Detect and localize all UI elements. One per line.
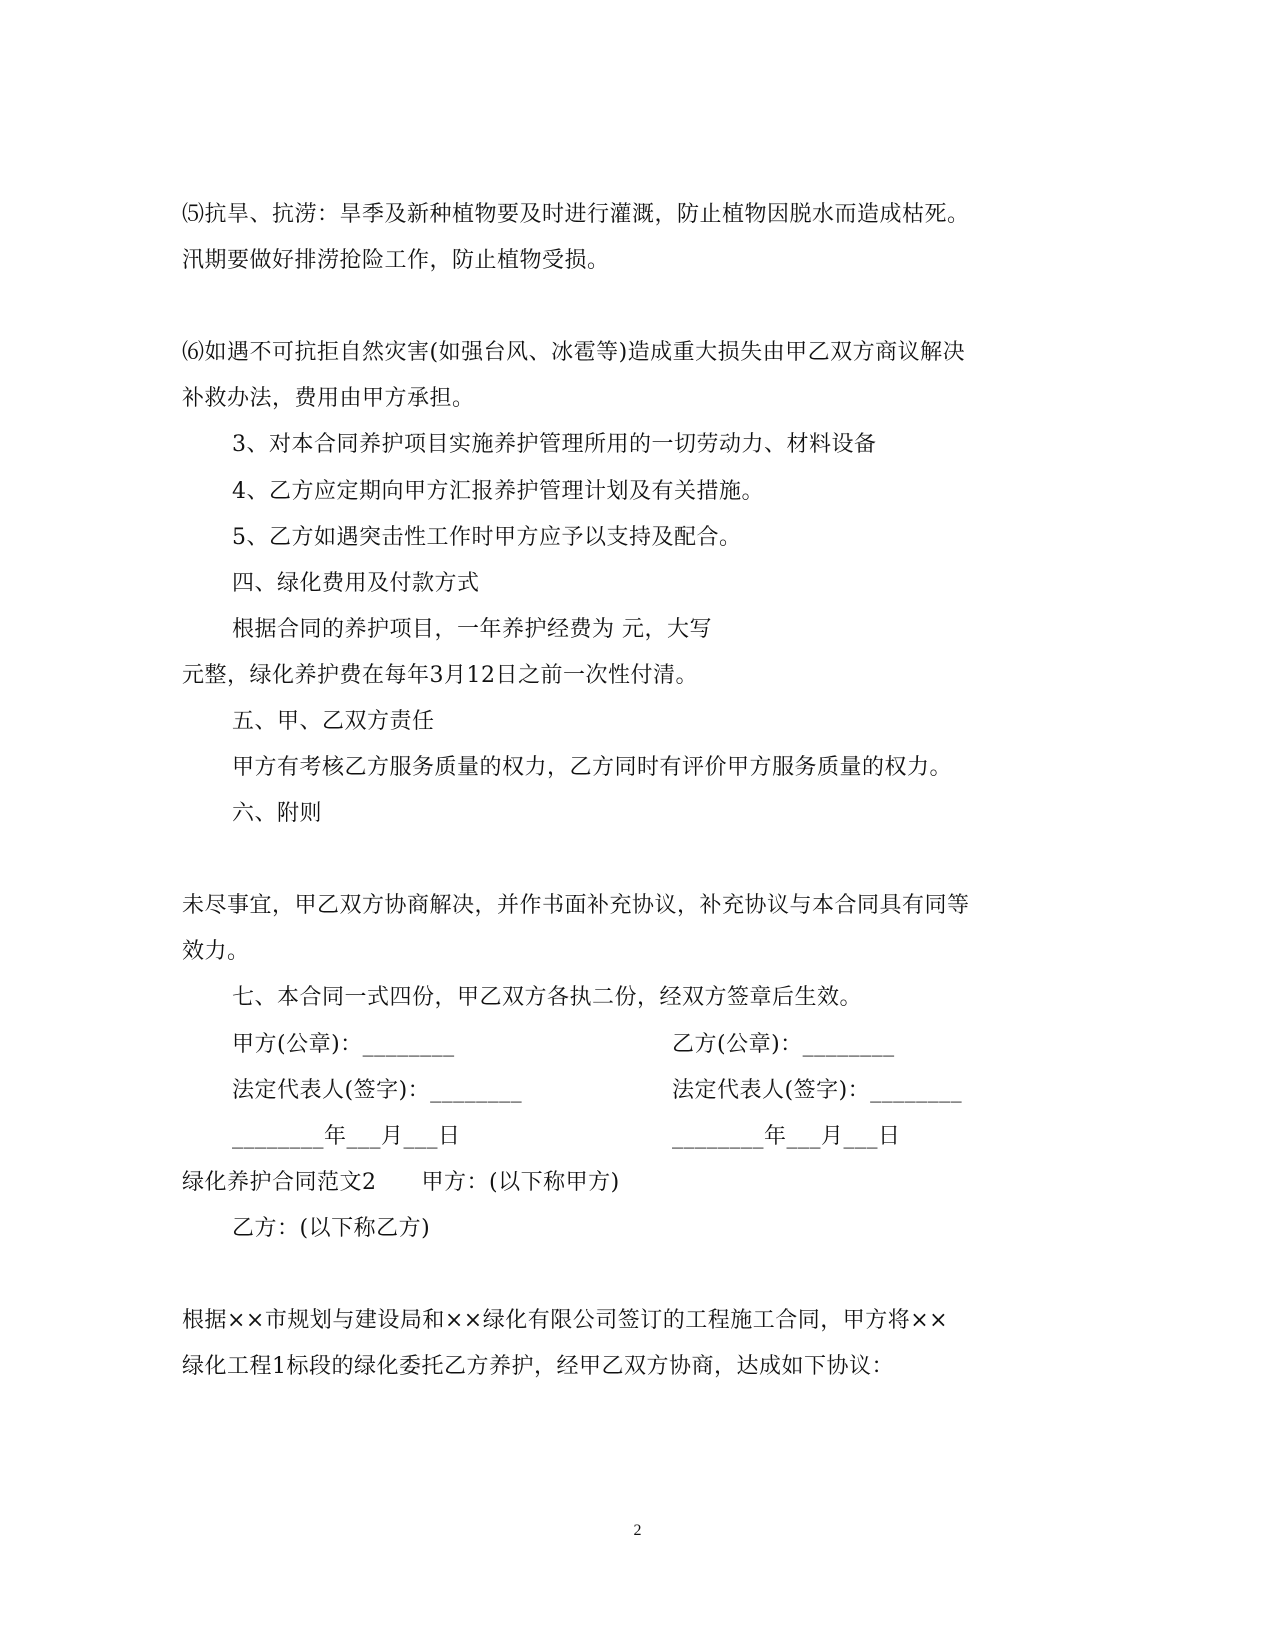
page-number: 2 xyxy=(633,1522,642,1539)
paragraph-line: 根据××市规划与建设局和××绿化有限公司签订的工程施工合同，甲方将×× xyxy=(182,1308,949,1333)
paragraph-line: 补救办法，费用由甲方承担。 xyxy=(182,386,475,411)
party-b-representative: 法定代表人(签字)：________ xyxy=(672,1078,963,1103)
section-heading-6: 六、附则 xyxy=(232,801,323,826)
paragraph-line: 未尽事宜，甲乙双方协商解决，并作书面补充协议，补充协议与本合同具有同等 xyxy=(182,893,970,918)
party-a-representative: 法定代表人(签字)：________ xyxy=(232,1078,523,1103)
paragraph-line: ⑸抗旱、抗涝：旱季及新种植物要及时进行灌溉，防止植物因脱水而造成枯死。 xyxy=(182,202,970,227)
sample2-party-b: 乙方：(以下称乙方) xyxy=(232,1216,431,1241)
section-heading-5: 五、甲、乙双方责任 xyxy=(232,709,435,734)
section-heading-7: 七、本合同一式四份，甲乙双方各执二份，经双方签章后生效。 xyxy=(232,985,863,1010)
section-heading-4: 四、绿化费用及付款方式 xyxy=(232,571,480,596)
paragraph-line: 绿化工程1标段的绿化委托乙方养护，经甲乙双方协商，达成如下协议： xyxy=(182,1354,894,1379)
paragraph-line: 甲方有考核乙方服务质量的权力，乙方同时有评价甲方服务质量的权力。 xyxy=(232,755,953,780)
sample2-title: 绿化养护合同范文2 甲方：(以下称甲方) xyxy=(182,1170,620,1195)
party-a-seal: 甲方(公章)：________ xyxy=(232,1032,455,1057)
party-b-seal: 乙方(公章)：________ xyxy=(672,1032,895,1057)
clause-5: 5、乙方如遇突击性工作时甲方应予以支持及配合。 xyxy=(232,525,742,550)
party-a-date: ________年___月___日 xyxy=(232,1124,461,1149)
paragraph-line: 汛期要做好排涝抢险工作，防止植物受损。 xyxy=(182,248,610,273)
paragraph-line: 根据合同的养护项目，一年养护经费为 元，大写 xyxy=(232,617,712,642)
party-b-date: ________年___月___日 xyxy=(672,1124,901,1149)
paragraph-line: ⑹如遇不可抗拒自然灾害(如强台风、冰雹等)造成重大损失由甲乙双方商议解决 xyxy=(182,340,966,365)
clause-4: 4、乙方应定期向甲方汇报养护管理计划及有关措施。 xyxy=(232,479,764,504)
paragraph-line: 元整，绿化养护费在每年3月12日之前一次性付清。 xyxy=(182,663,698,688)
clause-3: 3、对本合同养护项目实施养护管理所用的一切劳动力、材料设备 xyxy=(232,432,877,457)
paragraph-line: 效力。 xyxy=(182,939,250,964)
